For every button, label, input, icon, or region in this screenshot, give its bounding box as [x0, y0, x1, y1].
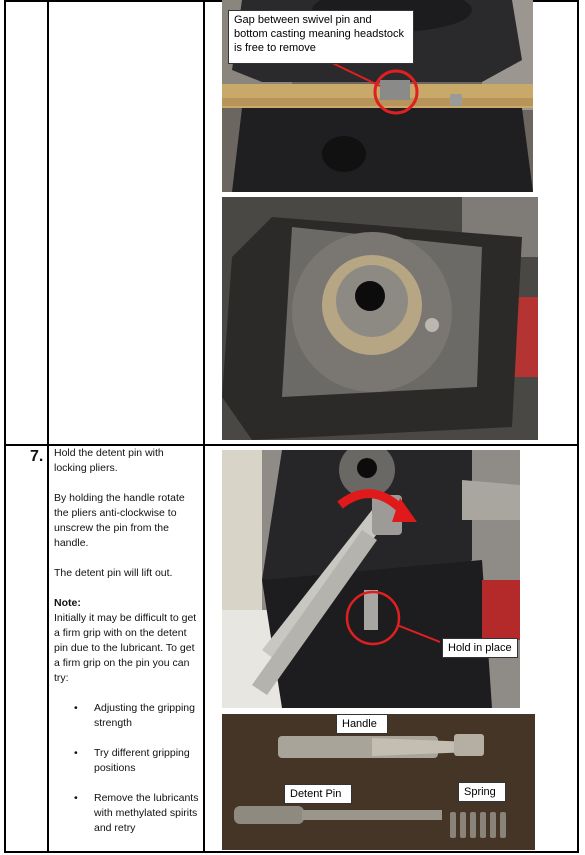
- top-casting-image: [222, 197, 538, 440]
- step-instructions: [54, 446, 199, 851]
- bullet-marker: •: [74, 792, 78, 804]
- parts-photo: [222, 714, 535, 850]
- column-divider-2: [203, 0, 205, 853]
- spring-label: Spring: [458, 782, 506, 802]
- instruction-3: The detent pin will lift out.: [54, 567, 173, 579]
- table-border-bottom: [4, 851, 579, 853]
- instruction-1: Hold the detent pin with locking pliers.: [54, 447, 164, 474]
- table-border-right: [577, 0, 579, 853]
- gap-callout: Gap between swivel pin and bottom casting meaning headstock is free to remove: [228, 10, 414, 64]
- handle-label: Handle: [336, 714, 388, 734]
- locking-pliers-photo: [222, 450, 520, 708]
- table-border-left: [4, 0, 6, 853]
- bullet-text: Try different gripping positions: [94, 747, 190, 774]
- locking-pliers-image: [222, 450, 520, 708]
- headstock-gap-photo: [222, 0, 533, 192]
- bullet-text: Adjusting the gripping strength: [94, 702, 195, 729]
- instruction-2: By holding the handle rotate the pliers anti-clockwise to unscrew the pin from the handle.: [54, 492, 185, 549]
- bullet-item: [54, 701, 199, 731]
- bullet-item: [54, 746, 199, 776]
- bullet-marker: •: [74, 702, 78, 714]
- note-bullet-list: [54, 701, 199, 836]
- bullet-item: [54, 791, 199, 836]
- note-title: Note:: [54, 597, 81, 609]
- hold-in-place-callout: Hold in place: [442, 638, 518, 658]
- column-divider-1: [47, 0, 49, 853]
- bullet-marker: •: [74, 747, 78, 759]
- top-casting-photo: [222, 197, 538, 440]
- note-text: Initially it may be difficult to get a firm grip with on the detent pin due to the lubricant. To get a firm grip on the pin you can try:: [54, 612, 197, 684]
- bullet-text: Remove the lubricants with methylated spirits and retry: [94, 792, 199, 834]
- detent-pin-label: Detent Pin: [284, 784, 352, 804]
- step-number: 7.: [30, 448, 44, 465]
